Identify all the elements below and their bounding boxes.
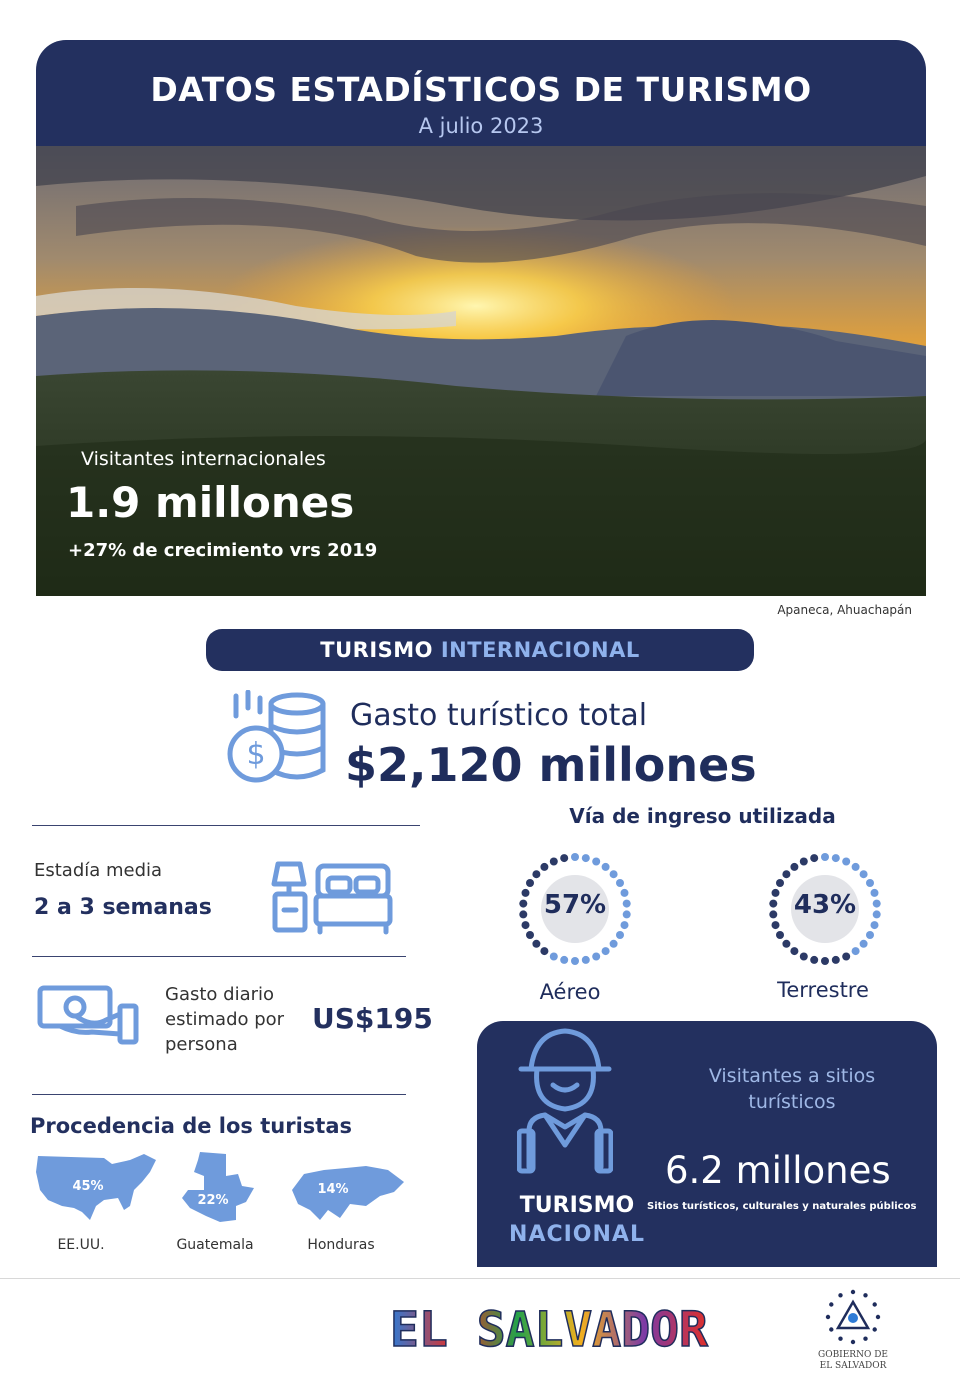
ring-dot: [602, 947, 610, 955]
ring-dot: [610, 940, 618, 948]
logo-text: EL SALVADOR: [390, 1304, 708, 1354]
divider: [32, 825, 420, 826]
bed-icon: [270, 860, 394, 936]
ring-dot: [571, 957, 579, 965]
ring-dot: [532, 870, 540, 878]
page-subtitle: A julio 2023: [418, 114, 544, 138]
divider: [32, 956, 406, 957]
svg-text:$: $: [246, 737, 266, 772]
ring-dot: [871, 889, 879, 897]
ring-dot: [592, 858, 600, 866]
ring-dot: [621, 921, 629, 929]
national-panel: [477, 1021, 937, 1267]
ring-dot: [522, 921, 530, 929]
via-title: Vía de ingreso utilizada: [569, 804, 836, 828]
ring-dot: [560, 956, 568, 964]
country-label-usa: EE.UU.: [57, 1237, 105, 1253]
ring-dot: [621, 889, 629, 897]
ring-dot: [571, 853, 579, 861]
ring-dot: [790, 863, 798, 871]
hero-growth: +27% de crecimiento vrs 2019: [68, 540, 378, 561]
diario-value: US$195: [312, 1002, 433, 1035]
ring-dot: [623, 900, 631, 908]
national-note: Sitios turísticos, culturales y naturales públicos: [647, 1201, 917, 1212]
coins-icon: [222, 690, 328, 786]
procedencia-title: Procedencia de los turistas: [30, 1114, 352, 1138]
ring-dot: [602, 863, 610, 871]
ring-dot: [782, 870, 790, 878]
header-banner: [36, 40, 926, 146]
guatemala-map-icon: [180, 1150, 260, 1226]
ring-dot: [800, 858, 808, 866]
ring-dot: [769, 910, 777, 918]
divider: [32, 1094, 406, 1095]
ring-dot: [832, 854, 840, 862]
hero-value: 1.9 millones: [66, 478, 355, 527]
ring-dot: [821, 957, 829, 965]
national-title-2: NACIONAL: [509, 1222, 645, 1247]
ring-dot: [616, 879, 624, 887]
cash-hand-icon: [36, 984, 140, 1046]
ring-dot: [560, 854, 568, 862]
ring-dot: [832, 956, 840, 964]
hero-label: Visitantes internacionales: [81, 448, 326, 470]
country-pct-honduras: 14%: [317, 1182, 349, 1197]
ring-dot: [526, 879, 534, 887]
ring-dot: [873, 910, 881, 918]
el-salvador-logo: [390, 1304, 790, 1354]
via-pct-terrestre: 43%: [793, 890, 857, 920]
ring-dot: [772, 889, 780, 897]
ring-dot: [582, 956, 590, 964]
via-label-terrestre: Terrestre: [777, 978, 869, 1002]
ring-dot: [852, 863, 860, 871]
hero-photo: [36, 146, 926, 596]
gasto-value: $2,120 millones: [345, 738, 757, 792]
gasto-label: Gasto turístico total: [350, 698, 648, 733]
pill-text-2: INTERNACIONAL: [440, 638, 640, 662]
ring-dot: [540, 947, 548, 955]
ring-dot: [810, 956, 818, 964]
ring-dot: [532, 940, 540, 948]
national-title-1: TURISMO: [519, 1193, 635, 1218]
diario-label: Gasto diario estimado por persona: [165, 984, 285, 1055]
ring-dot: [821, 853, 829, 861]
ring-dot: [616, 931, 624, 939]
ring-dot: [526, 931, 534, 939]
ring-dot: [550, 953, 558, 961]
country-label-honduras: Honduras: [307, 1237, 375, 1253]
ring-dot: [810, 854, 818, 862]
ring-dot: [776, 879, 784, 887]
ring-dot: [772, 921, 780, 929]
photo-caption: Apaneca, Ahuachapán: [777, 603, 912, 617]
country-pct-guatemala: 22%: [197, 1193, 229, 1208]
ring-dot: [522, 889, 530, 897]
ring-dot: [800, 953, 808, 961]
country-label-guatemala: Guatemala: [176, 1237, 254, 1253]
ring-dot: [610, 870, 618, 878]
ring-dot: [852, 947, 860, 955]
section-pill-international: [206, 629, 754, 671]
ring-dot: [873, 900, 881, 908]
ring-dot: [790, 947, 798, 955]
ring-dot: [592, 953, 600, 961]
ring-dot: [519, 910, 527, 918]
ring-dot: [550, 858, 558, 866]
tourist-icon: [517, 1027, 613, 1177]
ring-dot: [860, 870, 868, 878]
ring-dot: [769, 900, 777, 908]
ring-dot: [866, 879, 874, 887]
estadia-value: 2 a 3 semanas: [34, 895, 212, 920]
pill-text-1: TURISMO: [320, 638, 434, 662]
ring-dot: [540, 863, 548, 871]
estadia-label: Estadía media: [34, 860, 163, 881]
seal-icon: [824, 1288, 882, 1346]
page-title: DATOS ESTADÍSTICOS DE TURISMO: [150, 70, 812, 109]
via-pct-aereo: 57%: [543, 890, 607, 920]
ring-dot: [623, 910, 631, 918]
gobierno-label: GOBIERNO DE EL SALVADOR: [818, 1350, 888, 1371]
ring-dot: [842, 858, 850, 866]
country-pct-usa: 45%: [72, 1179, 104, 1194]
landscape-image: [36, 146, 926, 596]
footer-divider: [0, 1278, 960, 1279]
ring-dot: [582, 854, 590, 862]
national-label: Visitantes a sitios turísticos: [708, 1065, 876, 1113]
via-label-aereo: Aéreo: [539, 980, 601, 1004]
ring-dot: [519, 900, 527, 908]
national-value: 6.2 millones: [665, 1149, 891, 1192]
ring-dot: [776, 931, 784, 939]
ring-dot: [866, 931, 874, 939]
ring-dot: [871, 921, 879, 929]
ring-dot: [860, 940, 868, 948]
ring-dot: [782, 940, 790, 948]
ring-dot: [842, 953, 850, 961]
